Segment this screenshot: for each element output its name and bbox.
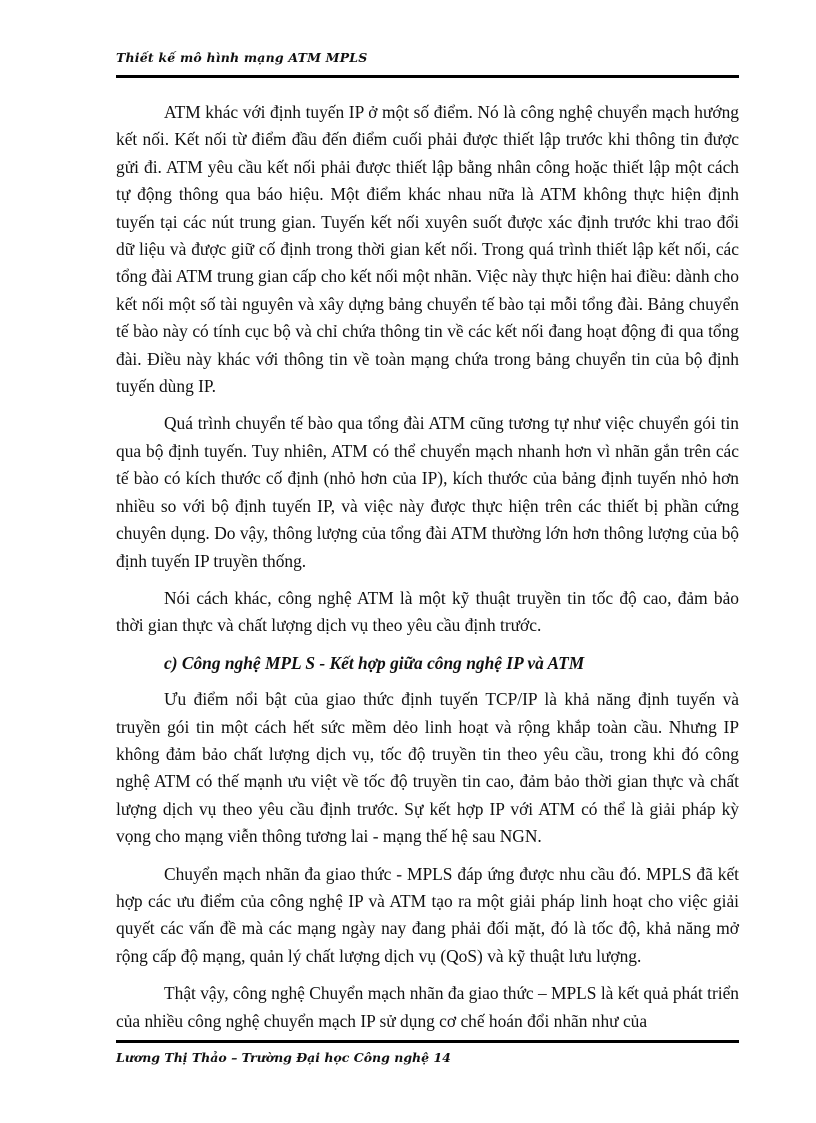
paragraph-6: Thật vậy, công nghệ Chuyển mạch nhãn đa giao thức – MPLS là kết quả phát triển của nhiều công nghệ chuyển mạch IP sử dụng cơ chế hoán đổi nhãn như của xyxy=(116,983,739,1031)
paragraph-3: Nói cách khác, công nghệ ATM là một kỹ thuật truyền tin tốc độ cao, đảm bảo thời gian thực và chất lượng dịch vụ theo yêu cầu định trước. xyxy=(116,587,739,636)
paragraph-2: Quá trình chuyển tế bào qua tổng đài ATM cũng tương tự như việc chuyển gói tin qua bộ định tuyến. Tuy nhiên, ATM có thể chuyển mạch nhanh hơn vì nhãn gắn trên các tế bào có kích thước cố định (nhỏ hơn của IP), kích thước của bảng định tuyến nhỏ hơn nhiều so với bộ định tuyến IP, và việc này được thực hiện trên các thiết bị phần cứng chuyên dụng. Do vậy, thông lượng của tổng đài ATM thường lớn hơn thông lượng của bộ định tuyến IP truyền thống. xyxy=(116,413,739,571)
header-divider xyxy=(116,75,739,78)
paragraph-5: Chuyển mạch nhãn đa giao thức - MPLS đáp ứng được nhu cầu đó. MPLS đã kết hợp các ưu điểm của công nghệ IP và ATM tạo ra một giải pháp linh hoạt cho việc giải quyết các vấn đề mà các mạng ngày nay đang phải đối mặt, đó là tốc độ, khả năng mở rộng cấp độ mạng, quản lý chất lượng dịch vụ (QoS) và kỹ thuật lưu lượng. xyxy=(116,863,739,966)
footer-divider xyxy=(116,1040,739,1043)
section-heading: c) Công nghệ MPL S - Kết hợp giữa công nghệ IP và ATM xyxy=(164,652,585,673)
document-body xyxy=(116,99,739,1045)
running-header: Thiết kế mô hình mạng ATM MPLS xyxy=(116,50,368,65)
running-footer: Lương Thị Thảo – Trường Đại học Công nghệ 14 xyxy=(116,1050,451,1065)
paragraph-4: Ưu điểm nổi bật của giao thức định tuyến TCP/IP là khả năng định tuyến và truyền gói tin một cách hết sức mềm dẻo linh hoạt và rộng khắp toàn cầu. Nhưng IP không đảm bảo chất lượng dịch vụ, tốc độ truyền tin theo yêu cầu, trong khi đó công nghệ ATM có thế mạnh ưu việt về tốc độ truyền tin cao, đảm bảo thời gian thực và chất lượng dịch vụ theo yêu cầu định trước. Sự kết hợp IP với ATM có thể là giải pháp kỳ vọng cho mạng viễn thông tương lai - mạng thế hệ sau NGN. xyxy=(116,689,739,847)
paragraph-1: ATM khác với định tuyến IP ở một số điểm. Nó là công nghệ chuyển mạch hướng kết nối. Kết nối từ điểm đầu đến điểm cuối phải được thiết lập trước khi thông tin được gửi đi. ATM yêu cầu kết nối phải được thiết lập bằng nhân công hoặc thiết lập một cách tự động thông qua báo hiệu. Một điểm khác nhau nữa là ATM không thực hiện định tuyến tại các nút trung gian. Tuyến kết nối xuyên suốt được xác định trước khi trao đổi dữ liệu và được giữ cố định trong thời gian kết nối. Trong quá trình thiết lập kết nối, các tổng đài ATM trung gian cấp cho kết nối một nhãn. Việc này thực hiện hai điều: dành cho kết nối một số tài nguyên và xây dựng bảng chuyển tế bào tại mỗi tổng đài. Bảng chuyển tế bào này có tính cục bộ và chỉ chứa thông tin về các kết nối đang hoạt động đi qua tổng đài. Điều này khác với thông tin về toàn mạng chứa trong bảng chuyển tin của bộ định tuyến dùng IP. xyxy=(116,102,739,397)
